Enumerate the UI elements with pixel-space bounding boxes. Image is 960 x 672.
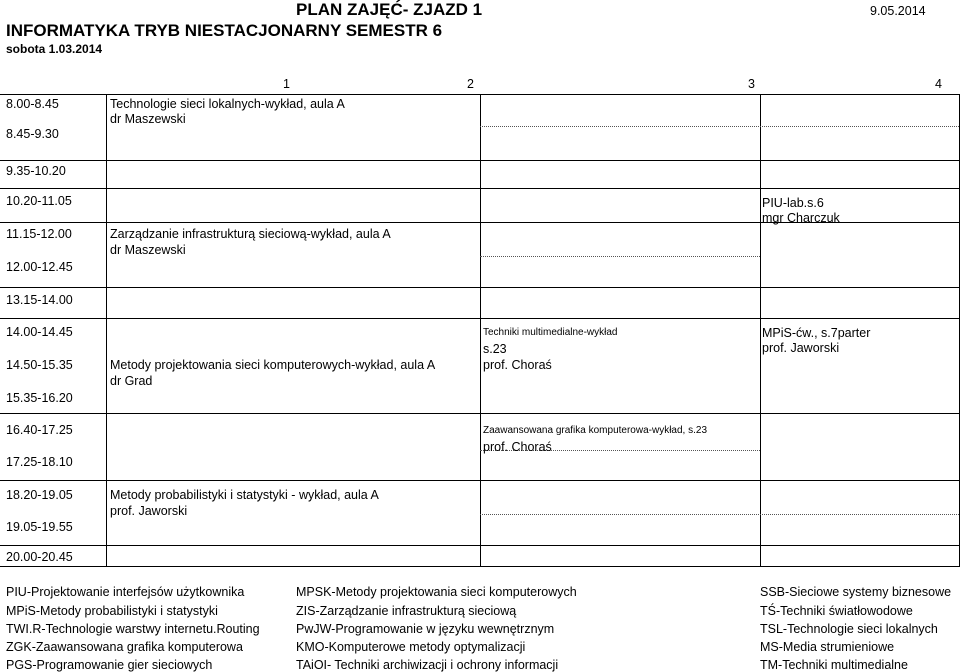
legend-item: MPiS-Metody probabilistyki i statystyki: [6, 604, 218, 618]
legend-item: ZGK-Zaawansowana grafika komputerowa: [6, 640, 243, 654]
legend-item: PwJW-Programowanie w języku wewnętrznym: [296, 622, 555, 636]
slot-separator-dotted: [480, 256, 760, 257]
class-teacher: dr Maszewski: [110, 112, 186, 126]
time-slot: 9.35-10.20: [6, 164, 66, 178]
grid-divider-col2: [480, 94, 481, 566]
time-slot: 12.00-12.45: [6, 260, 73, 274]
class-name: Zarządzanie infrastrukturą sieciową-wykład, aula A: [110, 227, 391, 241]
legend-item: TAiOI- Techniki archiwizacji i ochrony informacji: [296, 658, 559, 672]
class-teacher: prof. Choraś: [483, 440, 552, 454]
class-name: MPiS-ćw., s.7parter: [762, 326, 871, 340]
column-header-1: 1: [283, 77, 290, 91]
grid-bottom-border: [0, 566, 960, 567]
grid-divider-col3: [760, 94, 761, 566]
legend-item: TM-Techniki multimedialne: [760, 658, 908, 672]
class-name: Metody probabilistyki i statystyki - wykład, aula A: [110, 488, 379, 502]
time-slot: 11.15-12.00: [6, 227, 72, 241]
time-slot: 14.50-15.35: [6, 358, 73, 372]
legend-item: TWI.R-Technologie warstwy internetu.Routing: [6, 622, 260, 636]
time-slot: 8.45-9.30: [6, 127, 59, 141]
class-name: Technologie sieci lokalnych-wykład, aula A: [110, 97, 345, 111]
legend-item: MPSK-Metody projektowania sieci komputerowych: [296, 585, 577, 599]
legend-item: MS-Media strumieniowe: [760, 640, 895, 654]
time-slot: 16.40-17.25: [6, 423, 73, 437]
time-slot: 10.20-11.05: [6, 194, 72, 208]
time-slot: 17.25-18.10: [6, 455, 73, 469]
legend-item: SSB-Sieciowe systemy biznesowe: [760, 585, 952, 599]
class-teacher: prof. Jaworski: [762, 341, 840, 355]
block-separator: [0, 318, 960, 319]
block-separator: [0, 188, 960, 189]
session-day: sobota 1.03.2014: [6, 42, 103, 56]
legend-item: TŚ-Techniki światłowodowe: [760, 604, 913, 618]
class-name: Zaawansowana grafika komputerowa-wykład, s.23: [483, 425, 707, 436]
block-separator: [0, 160, 960, 161]
block-separator: [0, 545, 960, 546]
legend-item: PGS-Programowanie gier sieciowych: [6, 658, 213, 672]
class-teacher: dr Maszewski: [110, 243, 186, 257]
class-teacher: prof. Jaworski: [110, 504, 188, 518]
time-slot: 20.00-20.45: [6, 550, 73, 564]
class-teacher: dr Grad: [110, 374, 153, 388]
class-teacher: mgr Charczuk: [762, 211, 840, 225]
class-name: PIU-lab.s.6: [762, 196, 824, 210]
block-separator: [0, 287, 960, 288]
slot-separator-dotted: [480, 514, 959, 515]
legend-item: TSL-Technologie sieci lokalnych: [760, 622, 938, 636]
plan-title: PLAN ZAJĘĆ- ZJAZD 1: [296, 0, 483, 19]
column-header-2: 2: [467, 77, 474, 91]
program-subtitle: INFORMATYKA TRYB NIESTACJONARNY SEMESTR 6: [6, 21, 443, 40]
class-room: s.23: [483, 342, 507, 356]
time-slot: 14.00-14.45: [6, 325, 73, 339]
column-header-4: 4: [935, 77, 942, 91]
grid-divider-time: [106, 94, 107, 566]
legend-item: ZIS-Zarządzanie infrastrukturą sieciową: [296, 604, 517, 618]
time-slot: 8.00-8.45: [6, 97, 59, 111]
block-separator: [0, 413, 960, 414]
time-slot: 19.05-19.55: [6, 520, 73, 534]
time-slot: 15.35-16.20: [6, 391, 73, 405]
legend-item: PIU-Projektowanie interfejsów użytkownika: [6, 585, 245, 599]
time-slot: 13.15-14.00: [6, 293, 73, 307]
legend-item: KMO-Komputerowe metody optymalizacji: [296, 640, 526, 654]
block-separator: [0, 480, 960, 481]
column-header-3: 3: [748, 77, 755, 91]
class-name: Metody projektowania sieci komputerowych-wykład, aula A: [110, 358, 436, 372]
class-name: Techniki multimedialne-wykład: [483, 327, 618, 338]
slot-separator-dotted: [480, 126, 959, 127]
issue-date: 9.05.2014: [870, 4, 926, 18]
time-slot: 18.20-19.05: [6, 488, 73, 502]
class-teacher: prof. Choraś: [483, 358, 552, 372]
